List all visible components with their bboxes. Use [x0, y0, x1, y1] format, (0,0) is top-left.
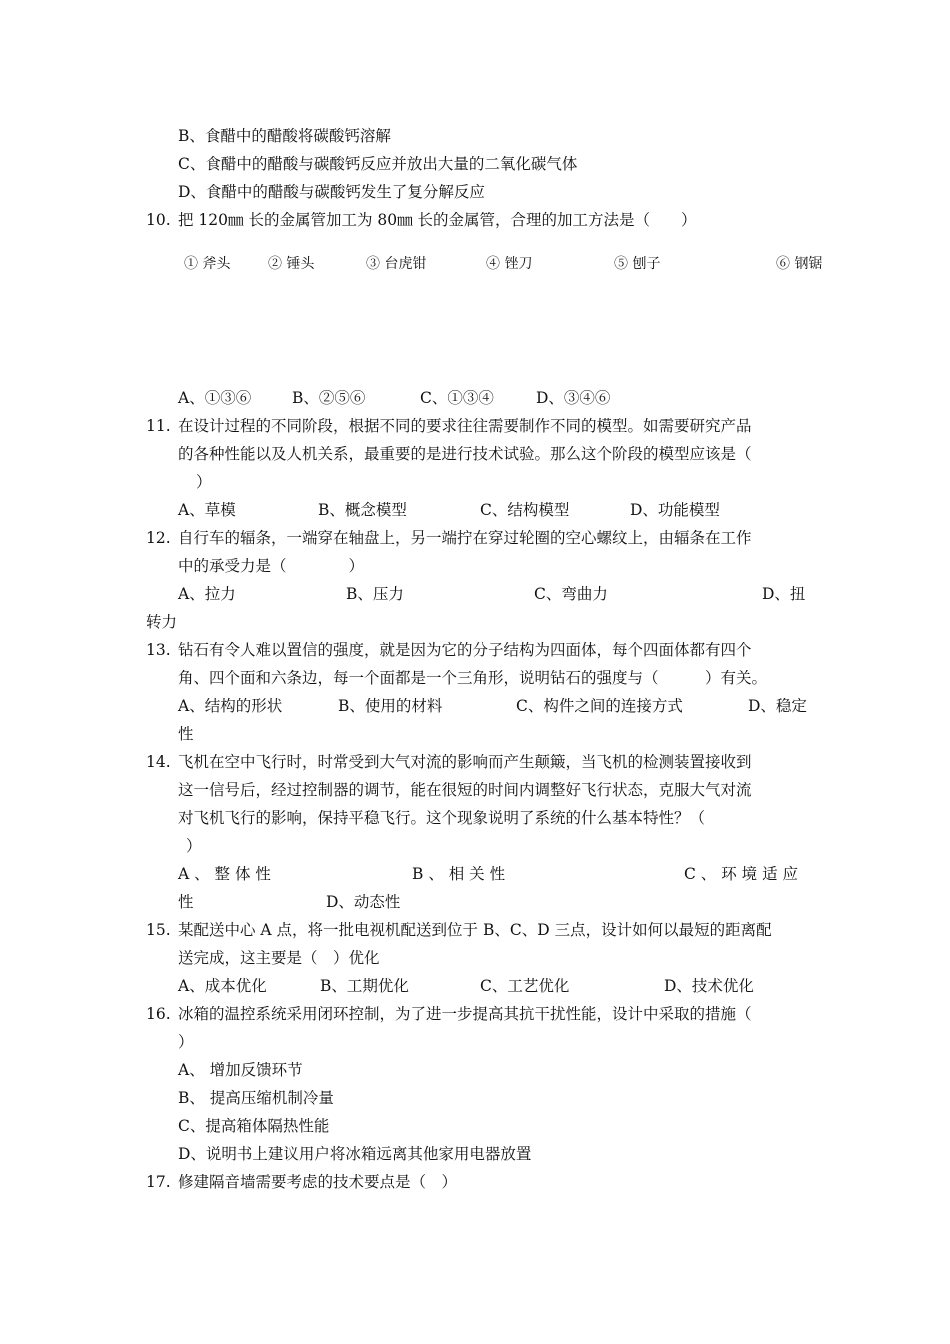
- q12-line-2: 中的承受力是（ ）: [178, 557, 365, 575]
- q10-tool-4: ④ 锉刀: [486, 256, 533, 272]
- q14-line-3: 对飞机飞行的影响，保持平稳飞行。这个现象说明了系统的什么基本特性？（: [178, 809, 706, 827]
- q11-line-2: 的各种性能以及人机关系，最重要的是进行技术试验。那么这个阶段的模型应该是（: [178, 445, 752, 463]
- q11-option-d: D、功能模型: [630, 501, 720, 519]
- q11-number: 11.: [146, 417, 171, 435]
- q17-number: 17.: [146, 1173, 171, 1191]
- q15-option-c: C、工艺优化: [480, 977, 570, 995]
- q12-number: 12.: [146, 529, 171, 547]
- q15-line-1: 某配送中心 A 点，将一批电视机配送到位于 B、C、D 三点，设计如何以最短的距离配: [178, 921, 772, 939]
- q9-option-c: C、食醋中的醋酸与碳酸钙反应并放出大量的二氧化碳气体: [178, 155, 578, 173]
- q16-option-b: B、 提高压缩机制冷量: [178, 1089, 334, 1107]
- q10-tool-6: ⑥ 钢锯: [776, 256, 823, 272]
- q11-line-1: 在设计过程的不同阶段，根据不同的要求往往需要制作不同的模型。如需要研究产品: [178, 417, 752, 435]
- q14-option-c: C 、 环 境 适 应: [684, 865, 798, 883]
- q14-option-a: A 、 整 体 性: [178, 865, 271, 883]
- q14-line-1: 飞机在空中飞行时，时常受到大气对流的影响而产生颠簸，当飞机的检测装置接收到: [178, 753, 752, 771]
- q17-stem: 修建隔音墙需要考虑的技术要点是（ ）: [178, 1173, 458, 1191]
- q13-line-1: 钻石有令人难以置信的强度，就是因为它的分子结构为四面体，每个四面体都有四个: [178, 641, 752, 659]
- q12-line-1: 自行车的辐条，一端穿在轴盘上，另一端拧在穿过轮圈的空心螺纹上，由辐条在工作: [178, 529, 752, 547]
- q12-option-d-wrap: 转力: [146, 613, 178, 631]
- q14-number: 14.: [146, 753, 171, 771]
- q11-option-a: A、草模: [178, 501, 236, 519]
- q12-option-a: A、拉力: [178, 585, 236, 603]
- q12-option-d: D、扭: [762, 585, 806, 603]
- q9-option-d: D、食醋中的醋酸与碳酸钙发生了复分解反应: [178, 183, 485, 201]
- q13-option-b: B、使用的材料: [338, 697, 443, 715]
- q15-option-a: A、成本优化: [178, 977, 267, 995]
- q11-option-c: C、结构模型: [480, 501, 570, 519]
- q14-option-b: B 、 相 关 性: [412, 865, 506, 883]
- q16-line-2: ）: [178, 1033, 194, 1051]
- q14-option-c-wrap: 性: [178, 893, 194, 911]
- q10-tool-1: ① 斧头: [184, 256, 231, 272]
- q10-stem: 把 120㎜ 长的金属管加工为 80㎜ 长的金属管，合理的加工方法是（ ）: [178, 211, 697, 229]
- q10-option-a: A、①③⑥: [178, 389, 252, 407]
- q15-option-d: D、技术优化: [664, 977, 754, 995]
- q10-option-d: D、③④⑥: [536, 389, 611, 407]
- q9-option-b: B、食醋中的醋酸将碳酸钙溶解: [178, 127, 391, 145]
- q16-option-a: A、 增加反馈环节: [178, 1061, 303, 1079]
- q14-line-2: 这一信号后，经过控制器的调节，能在很短的时间内调整好飞行状态，克服大气对流: [178, 781, 752, 799]
- q13-option-c: C、构件之间的连接方式: [516, 697, 683, 715]
- q10-number: 10.: [146, 211, 171, 229]
- q15-option-b: B、工期优化: [320, 977, 409, 995]
- q16-number: 16.: [146, 1005, 171, 1023]
- q13-option-d-wrap: 性: [178, 725, 194, 743]
- q11-option-b: B、概念模型: [318, 501, 407, 519]
- q13-line-2: 角、四个面和六条边，每一个面都是一个三角形，说明钻石的强度与（ ）有关。: [178, 669, 768, 687]
- q10-option-c: C、①③④: [420, 389, 494, 407]
- q16-option-c: C、提高箱体隔热性能: [178, 1117, 330, 1135]
- q13-number: 13.: [146, 641, 171, 659]
- q14-line-4: ）: [186, 837, 202, 855]
- q16-line-1: 冰箱的温控系统采用闭环控制，为了进一步提高其抗干扰性能，设计中采取的措施（: [178, 1005, 752, 1023]
- q10-option-b: B、②⑤⑥: [292, 389, 366, 407]
- q10-tool-2: ② 锤头: [268, 256, 315, 272]
- q15-line-2: 送完成，这主要是（ ）优化: [178, 949, 380, 967]
- q15-number: 15.: [146, 921, 171, 939]
- q16-option-d: D、说明书上建议用户将冰箱远离其他家用电器放置: [178, 1145, 532, 1163]
- q12-option-c: C、弯曲力: [534, 585, 608, 603]
- q10-tool-5: ⑤ 刨子: [614, 256, 661, 272]
- q11-line-3: ）: [196, 473, 212, 491]
- q14-option-d: D、动态性: [326, 893, 401, 911]
- q13-option-d: D、稳定: [748, 697, 807, 715]
- q13-option-a: A、结构的形状: [178, 697, 283, 715]
- q12-option-b: B、压力: [346, 585, 404, 603]
- q10-tool-3: ③ 台虎钳: [366, 256, 427, 272]
